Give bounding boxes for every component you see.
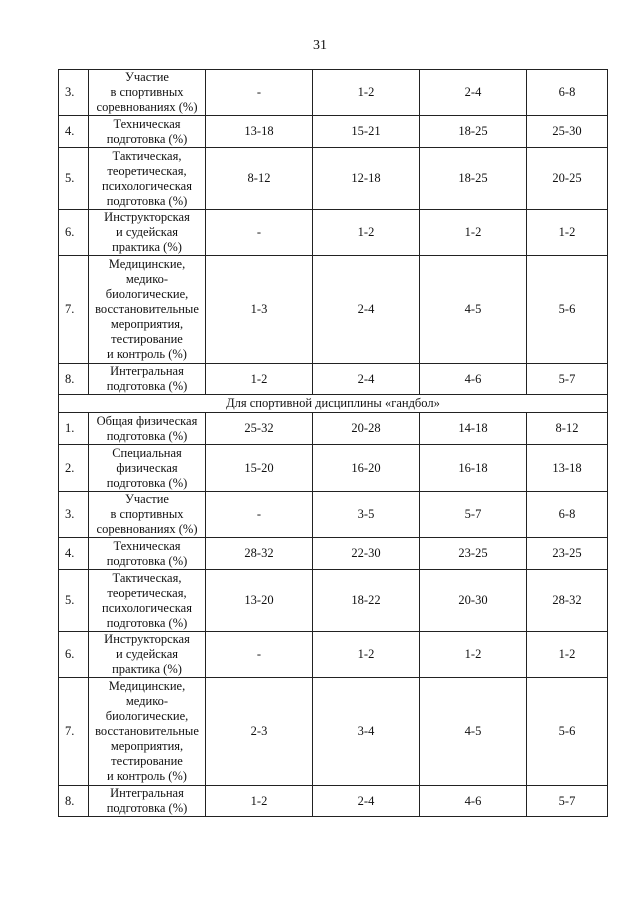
value-cell: 16-18 — [420, 445, 527, 492]
value-cell: 4-6 — [420, 364, 527, 395]
value-cell: - — [206, 492, 313, 538]
value-cell: 3-5 — [313, 492, 420, 538]
row-label: Медицинские, медико- биологические, восстановительные мероприятия, тестирование и контроль (%) — [89, 256, 206, 364]
value-cell: 18-25 — [420, 148, 527, 210]
value-cell: 20-30 — [420, 570, 527, 632]
table-row — [59, 678, 608, 786]
value-cell: 1-2 — [206, 364, 313, 395]
value-cell: 15-20 — [206, 445, 313, 492]
row-label: Интегральная подготовка (%) — [89, 364, 206, 395]
row-label: Участие в спортивных соревнованиях (%) — [89, 492, 206, 538]
value-cell: 2-4 — [420, 70, 527, 116]
section-header-row — [59, 395, 608, 413]
value-cell: 20-28 — [313, 413, 420, 445]
table-row — [59, 786, 608, 817]
table-row — [59, 538, 608, 570]
value-cell: 4-5 — [420, 256, 527, 364]
value-cell: 5-7 — [527, 364, 608, 395]
value-cell: 8-12 — [206, 148, 313, 210]
row-number: 7. — [59, 256, 89, 364]
value-cell: 20-25 — [527, 148, 608, 210]
value-cell: 13-20 — [206, 570, 313, 632]
value-cell: 18-25 — [420, 116, 527, 148]
row-number: 8. — [59, 364, 89, 395]
value-cell: - — [206, 632, 313, 678]
training-ratio-table — [58, 69, 608, 817]
row-label: Общая физическая подготовка (%) — [89, 413, 206, 445]
page-number: 31 — [313, 38, 327, 53]
value-cell: 8-12 — [527, 413, 608, 445]
value-cell: 2-4 — [313, 256, 420, 364]
value-cell: - — [206, 70, 313, 116]
value-cell: 1-3 — [206, 256, 313, 364]
row-label: Инструкторская и судейская практика (%) — [89, 210, 206, 256]
value-cell: 5-7 — [527, 786, 608, 817]
row-label: Специальная физическая подготовка (%) — [89, 445, 206, 492]
value-cell: 16-20 — [313, 445, 420, 492]
table-row — [59, 256, 608, 364]
value-cell: 23-25 — [420, 538, 527, 570]
table-row — [59, 492, 608, 538]
row-number: 6. — [59, 632, 89, 678]
row-label: Тактическая, теоретическая, психологическая подготовка (%) — [89, 148, 206, 210]
section-title: Для спортивной дисциплины «гандбол» — [59, 395, 608, 413]
value-cell: 1-2 — [420, 210, 527, 256]
row-label: Медицинские, медико- биологические, восстановительные мероприятия, тестирование и контроль (%) — [89, 678, 206, 786]
value-cell: 1-2 — [527, 632, 608, 678]
value-cell: 3-4 — [313, 678, 420, 786]
table-row — [59, 445, 608, 492]
value-cell: 22-30 — [313, 538, 420, 570]
value-cell: 5-7 — [420, 492, 527, 538]
row-number: 3. — [59, 70, 89, 116]
row-number: 1. — [59, 413, 89, 445]
value-cell: 18-22 — [313, 570, 420, 632]
value-cell: 28-32 — [527, 570, 608, 632]
table-row — [59, 116, 608, 148]
value-cell: 15-21 — [313, 116, 420, 148]
table-row — [59, 632, 608, 678]
value-cell: 1-2 — [206, 786, 313, 817]
value-cell: 2-3 — [206, 678, 313, 786]
value-cell: 13-18 — [206, 116, 313, 148]
value-cell: 1-2 — [527, 210, 608, 256]
value-cell: 25-32 — [206, 413, 313, 445]
row-number: 3. — [59, 492, 89, 538]
value-cell: 6-8 — [527, 492, 608, 538]
value-cell: 5-6 — [527, 256, 608, 364]
row-label: Инструкторская и судейская практика (%) — [89, 632, 206, 678]
row-label: Тактическая, теоретическая, психологическая подготовка (%) — [89, 570, 206, 632]
value-cell: 4-6 — [420, 786, 527, 817]
row-number: 4. — [59, 116, 89, 148]
table-row — [59, 570, 608, 632]
value-cell: - — [206, 210, 313, 256]
row-number: 5. — [59, 570, 89, 632]
row-number: 7. — [59, 678, 89, 786]
table-row — [59, 210, 608, 256]
row-number: 2. — [59, 445, 89, 492]
value-cell: 13-18 — [527, 445, 608, 492]
value-cell: 23-25 — [527, 538, 608, 570]
value-cell: 2-4 — [313, 364, 420, 395]
value-cell: 2-4 — [313, 786, 420, 817]
value-cell: 1-2 — [313, 70, 420, 116]
value-cell: 1-2 — [313, 632, 420, 678]
row-label: Интегральная подготовка (%) — [89, 786, 206, 817]
table-row — [59, 364, 608, 395]
row-number: 6. — [59, 210, 89, 256]
row-number: 5. — [59, 148, 89, 210]
value-cell: 28-32 — [206, 538, 313, 570]
table-row — [59, 70, 608, 116]
value-cell: 4-5 — [420, 678, 527, 786]
value-cell: 14-18 — [420, 413, 527, 445]
row-number: 8. — [59, 786, 89, 817]
table-row — [59, 148, 608, 210]
value-cell: 1-2 — [313, 210, 420, 256]
row-label: Участие в спортивных соревнованиях (%) — [89, 70, 206, 116]
row-label: Техническая подготовка (%) — [89, 116, 206, 148]
value-cell: 1-2 — [420, 632, 527, 678]
value-cell: 12-18 — [313, 148, 420, 210]
value-cell: 25-30 — [527, 116, 608, 148]
row-number: 4. — [59, 538, 89, 570]
table-row — [59, 413, 608, 445]
value-cell: 6-8 — [527, 70, 608, 116]
value-cell: 5-6 — [527, 678, 608, 786]
row-label: Техническая подготовка (%) — [89, 538, 206, 570]
